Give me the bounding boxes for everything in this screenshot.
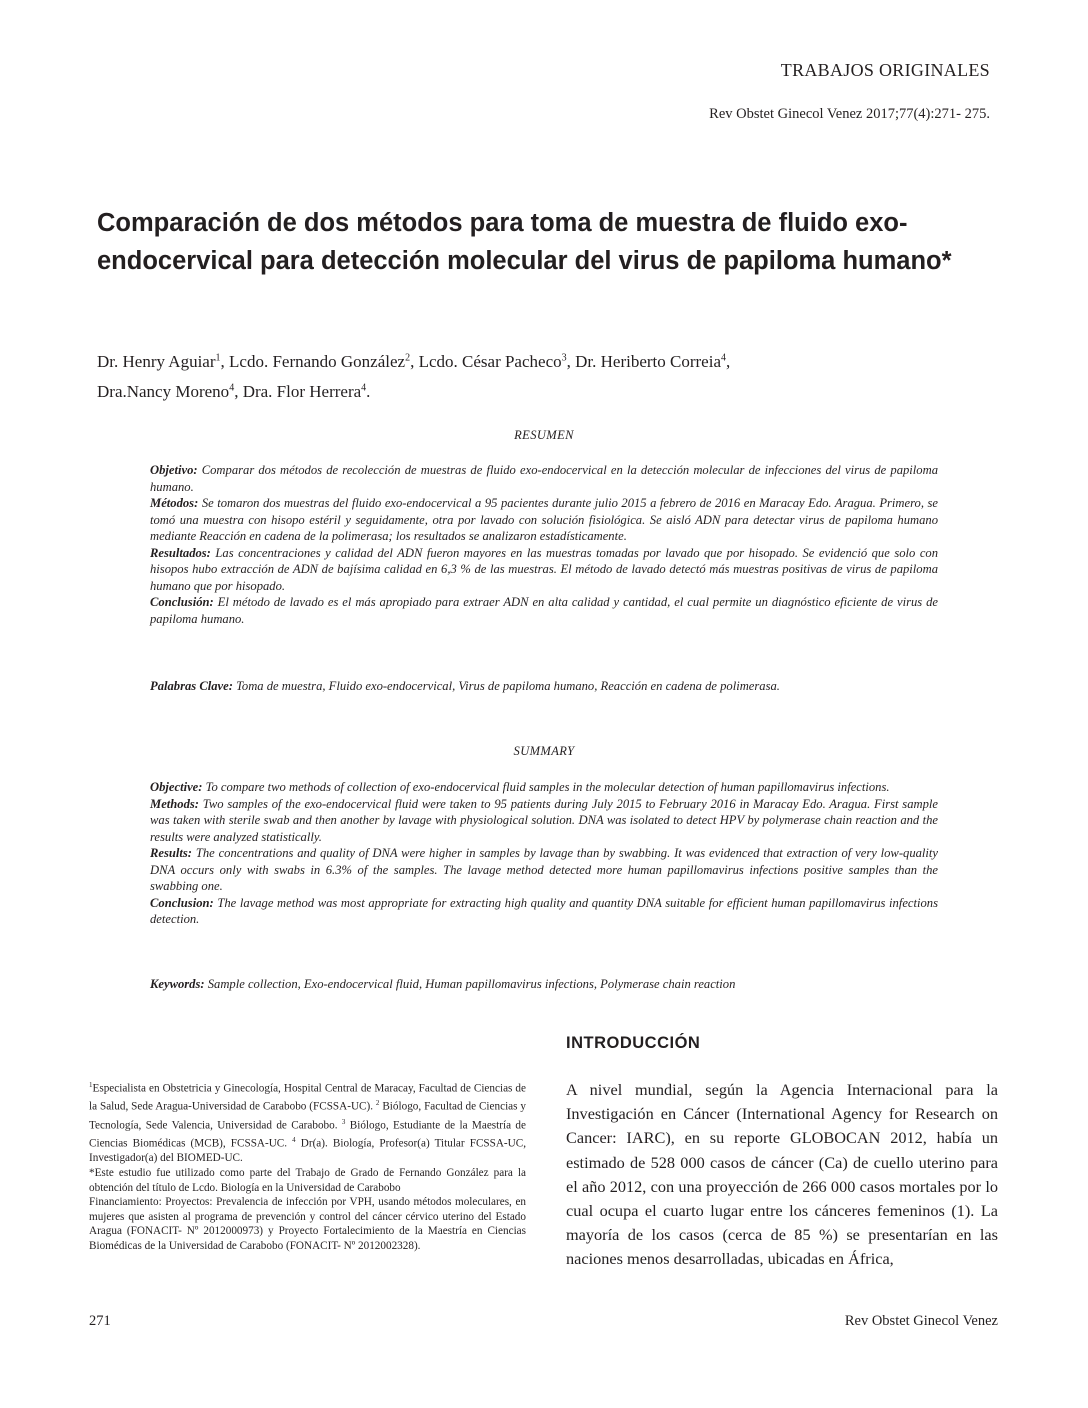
introduction-body bbox=[566, 1078, 998, 1272]
author: Lcdo. César Pacheco$^3$, bbox=[418, 351, 576, 371]
resumen-paragraph: Resultados: Las concentraciones y calidad del ADN fueron mayores en las muestras tomadas por lavado que por hisopado. Se evidenció que solo con hisopos hubo extracción de ADN de bajísima calidad en 6,3 % de las muestras. El método de lavado detectó más muestras positivas de virus de papiloma humano que por hisopado. bbox=[150, 545, 938, 593]
resumen-keywords: Palabras Clave: Toma de muestra, Fluido exo-endocervical, Virus de papiloma humano, Reacción en cadena de polimerasa. bbox=[150, 679, 780, 693]
author: Lcdo. Fernando González$^2$, bbox=[229, 351, 419, 371]
resumen-paragraph: Objetivo: Comparar dos métodos de recolección de muestras de fluido exo-endocervical en la detección molecular de infecciones del virus de papiloma humano. bbox=[150, 463, 938, 494]
funding-note: Financiamiento: Proyectos: Prevalencia de infección por VPH, usando métodos moleculares, en mujeres que asisten al programa de prevención y control del cáncer cérvico uterino del Estado Aragua (FONACIT- Nº 2012000973) y Proyecto Fortalecimiento de la Maestría en Ciencias Biomédicas de la Universidad de Carabobo (FONACIT- Nº 2012002328). bbox=[89, 1196, 526, 1252]
author: Dra. Flor Herrera$^4$. bbox=[242, 382, 371, 402]
footnotes bbox=[89, 1078, 526, 1253]
introduction-heading: INTRODUCCIÓN bbox=[566, 1034, 701, 1052]
introduction-paragraph: A nivel mundial, según la Agencia Internacional para la Investigación en Cáncer (International Agency for Research on Cancer: IARC), en su reporte GLOBOCAN 2012, había un estimado de 528 000 casos de cáncer (Ca) de cuello uterino para el año 2012, con una proyección de 266 000 casos mortales por lo cual ocupa el cuarto lugar entre los cánceres femeninos (1). La mayoría de los casos (cerca de 85 %) se presentarían en las naciones menos desarrolladas, ubicadas en África, bbox=[566, 1080, 998, 1269]
summary-paragraph: Methods: Two samples of the exo-endocervical fluid were taken to 95 patients during July 2015 to February 2016 in Maracay Edo. Aragua. First sample was taken with sterile swab and then another by lavage with physiological solution. DNA was isolated to detect HPV by polymerase chain reaction and the results were analyzed statistically. bbox=[150, 796, 938, 844]
resumen-body bbox=[150, 462, 938, 627]
article-title: Comparación de dos métodos para toma de muestra de fluido exo-endocervical para detección molecular del virus de papiloma humano* bbox=[97, 209, 952, 275]
author: Dra.Nancy Moreno$^4$, bbox=[97, 382, 243, 402]
page-number: 271 bbox=[89, 1313, 111, 1329]
affiliations: $^1$Especialista en Obstetricia y Ginecología, Hospital Central de Maracay, Facultad de Ciencias de la Salud, Sede Aragua-Universidad de Carabobo (FCSSA-UC). $^2$ Biólogo, Facultad de Ciencias y Tecnología, Sede Valencia, Universidad de Carabobo. $^3$ Biólogo, Estudiante de la Maestría de Ciencias Biomédicas (MCB), FCSSA-UC. $^4$ Dr(a). Biología, Profesor(a) Titular FCSSA-UC, Investigador(a) del BIOMED-UC. bbox=[89, 1081, 526, 1165]
summary-heading: SUMMARY bbox=[513, 744, 575, 758]
resumen-paragraph: Métodos: Se tomaron dos muestras del fluido exo-endocervical a 95 pacientes durante julio 2015 a febrero de 2016 en Maracay Edo. Aragua. Primero, se tomó una muestra con hisopo estéril y seguidamente, otra por lavado con solución fisiológica. Se aisló ADN para detectar virus de papiloma humano mediante Reacción en cadena de la polimerasa; los resultados se analizaron estadísticamente. bbox=[150, 496, 938, 543]
author: Dr. Heriberto Correia$^4$, bbox=[575, 351, 731, 371]
resumen-paragraph: Conclusión: El método de lavado es el más apropiado para extraer ADN en alta calidad y cantidad, el cual permite un diagnóstico eficiente de virus de papiloma humano. bbox=[150, 595, 938, 626]
summary-paragraph: Results: The concentrations and quality of DNA were higher in samples by lavage than by swabbing. It was evidenced that extraction of very low-quality DNA occurs only with swabs in 6.3% of the samples. The lavage method detected more human papillomavirus infections positive samples than the swabbing one. bbox=[150, 846, 939, 893]
author: Dr. Henry Aguiar$^1$, bbox=[97, 351, 230, 371]
summary-paragraph: Conclusion: The lavage method was most appropriate for extracting high quality and quantity DNA suitable for efficient human papillomavirus infections detection. bbox=[150, 895, 938, 926]
running-footer: Rev Obstet Ginecol Venez bbox=[844, 1313, 998, 1329]
summary-paragraph: Objective: To compare two methods of collection of exo-endocervical fluid samples in the molecular detection of human papillomavirus infections. bbox=[150, 780, 890, 794]
author-list bbox=[97, 344, 997, 405]
summary-keywords: Keywords: Sample collection, Exo-endocervical fluid, Human papillomavirus infections, Polymerase chain reaction bbox=[150, 977, 736, 991]
summary-body bbox=[150, 779, 938, 928]
resumen-heading: RESUMEN bbox=[514, 428, 574, 442]
study-note: *Este estudio fue utilizado como parte del Trabajo de Grado de Fernando González para la obtención del título de Lcdo. Biología en la Universidad de Carabobo bbox=[89, 1166, 526, 1194]
journal-citation: Rev Obstet Ginecol Venez 2017;77(4):271- 275. bbox=[709, 106, 990, 122]
section-label: TRABAJOS ORIGINALES bbox=[780, 60, 990, 80]
